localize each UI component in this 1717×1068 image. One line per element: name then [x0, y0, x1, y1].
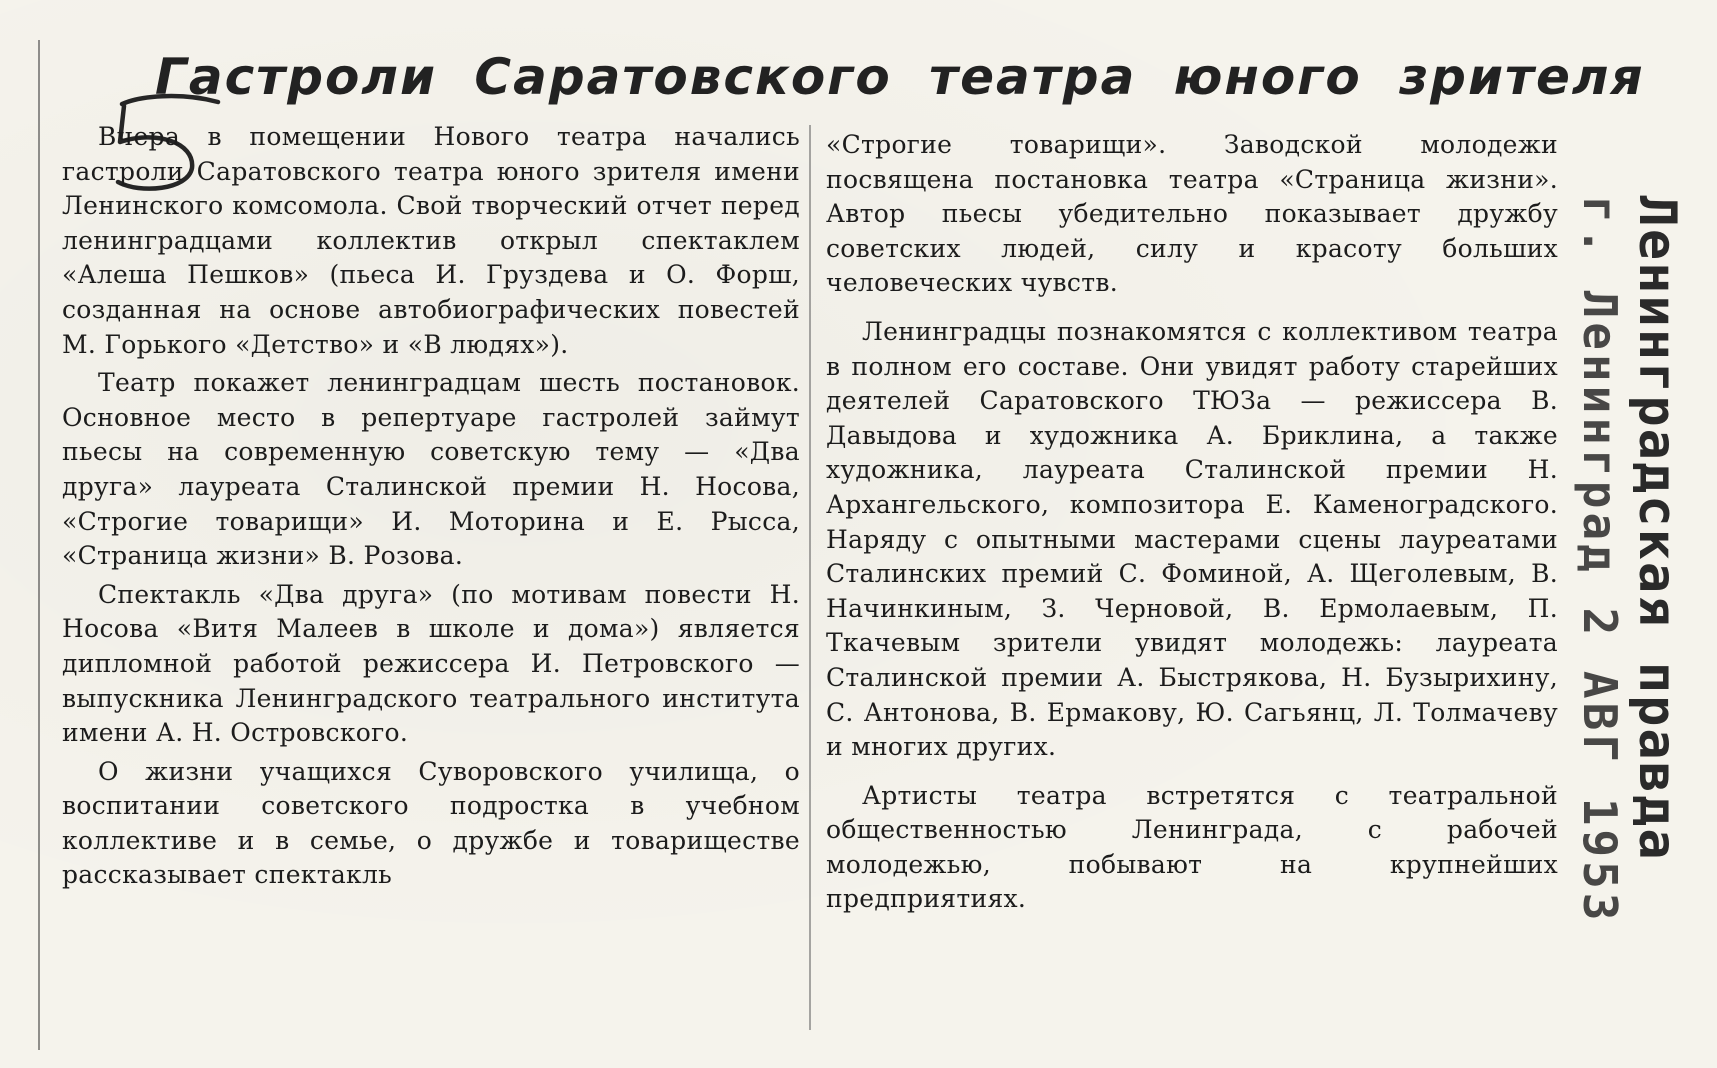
paragraph: О жизни учащихся Суворовского училища, о воспитании советского подростка в учебном коллективе и в семье, о дружбе и товариществе рассказывает спектакль — [62, 756, 800, 890]
paragraph-continued: «Строгие товарищи». Заводской молодежи посвящена постановка театра «Страница жизни». Автор пьесы убедительно показывает дружбу советских людей, силу и красоту больших человеческих чувств. — [826, 130, 1558, 298]
article-column-right — [826, 128, 1558, 931]
stamp-date: г. Ленинград 2 АВГ 1953 — [1573, 195, 1627, 925]
column-divider — [809, 125, 811, 1030]
clipping-edge-rule — [38, 40, 40, 1050]
paragraph: Артисты театра встретятся с театральной общественностью Ленинграда, с рабочей молодежью, побывают на крупнейших предприятиях. — [826, 780, 1558, 914]
stamp-source: Ленинградская правда — [1627, 195, 1687, 862]
archive-date-stamp — [1555, 80, 1705, 1040]
article-headline: Гастроли Саратовского театра юного зрителя — [155, 48, 1645, 106]
article-column-left — [62, 120, 800, 897]
paragraph: Ленинградцы познакомятся с коллективом театра в полном его составе. Они увидят работу старейших деятелей Саратовского ТЮЗа — режиссера В. Давыдова и художника А. Бриклина, а также художника, лауреата Сталинской премии Н. Архангельского, композитора Е. Каменоградского. Наряду с опытными мастерами сцены лауреатами Сталинских премий С. Фоминой, А. Щеголевым, В. Начинкиным, З. Черновой, В. Ермолаевым, П. Ткачевым зрители увидят молодежь: лауреата Сталинской премии А. Быстрякова, Н. Бузырихину, С. Антонова, В. Ермакову, Ю. Сагьянц, Л. Толмачеву и многих других. — [826, 316, 1558, 762]
paragraph: Спектакль «Два друга» (по мотивам повести Н. Носова «Витя Малеев в школе и дома») является дипломной работой режиссера И. Петровского — выпускника Ленинградского театрального института имени А. Н. Островского. — [62, 579, 800, 748]
paragraph: Театр покажет ленинградцам шесть постановок. Основное место в репертуаре гастролей займут пьесы на современную советскую тему — «Два друга» лауреата Сталинской премии Н. Носова, «Строгие товарищи» И. Моторина и Е. Рысса, «Страница жизни» В. Розова. — [62, 368, 800, 571]
paragraph: Вчера в помещении Нового театра начались гастроли Саратовского театра юного зрителя имени Ленинского комсомола. Свой творческий отчет перед ленинградцами коллектив открыл спектаклем «Алеша Пешков» (пьеса И. Груздева и О. Форш, созданная на основе автобиографических повестей М. Горького «Детство» и «В людях»). — [62, 122, 800, 359]
